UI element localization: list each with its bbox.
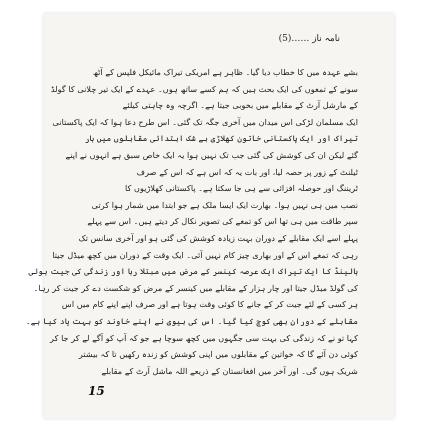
text-line: رہی کہ تمغے اس کے اور بھاری چیز کام نہیں آئی۔ ایک وقت کے دوران میں کچھ میڈل جیتا xyxy=(52,249,358,260)
page-number: 15 xyxy=(88,384,105,398)
text-line: ٹیلنٹ کے زور پر حصہ لیا، اور بات یہ کہ اس ہے کہ اس کے صرف xyxy=(136,166,358,177)
urdu-paragraph xyxy=(25,64,358,379)
text-line: سونے کے تمغوں کی ایک بحث ہیں کہ ہم کسے ساتھ ہوں۔ عہدے کے ایک تیر چلانی کا گولڈ xyxy=(50,83,358,94)
text-line: سپر طاقت میں ہی تھا اس کو تمغے کی تصویر نکال کر دیتے ہیں۔ اس سے پہلے xyxy=(87,216,358,227)
text-line: کوئی دن آئے گا کہ خواتین کے مقابلوں میں اپنی کوشش کو زندہ رکھیں تا کہ بیشتر xyxy=(78,349,358,360)
text-line: کی گولڈ میڈل جیتا اور چار ہزار کے مقابلے میں کینسر کے مرض کو شکست دے کر جیت کر رہا۔ xyxy=(33,282,358,293)
text-line: ٹریننگ اور حوصلہ افزائی سے ہی جا سکتا ہے۔ پاکستانی کھلاڑیوں کا xyxy=(124,183,358,194)
page-header: نامہ ناز ……(5) xyxy=(278,34,340,44)
text-line: تیراک اور ایک پاکستانی خاتون کھلاڑی بے شک ابتدائی مقابلوں میں ہار xyxy=(84,133,358,144)
text-line: پہلے اسے ایک مقابلے کے دوران بہت زیادہ کوشش کی گئی ہو اور آخری سانس تک xyxy=(78,232,358,243)
text-line: ہالینڈ کا ایک تیراک ایک عرصہ کینسر کے مرض میں مبتلا رہا اور زندگی کی جیت ہوئی xyxy=(28,266,358,277)
text-line: ہر کسی کے لئے جیت کر کے جانے کا کوئی وقت ہوتا ہے اور صرف اپنے اپنے کام میں اس xyxy=(61,299,358,310)
text-line: بشے عہدہ میں کا خطاب دیا گیا۔ ظاہر ہے امریکی تیراک مائیکل فلپس کے آٹھ xyxy=(92,67,358,77)
text-line: مقابلے کے دوران بھی کوچ کیا گیا۔ اس کی بیوی نے اپنے خاوند کو بہت یاد کیا ہے۔ xyxy=(25,315,358,326)
text-line: شریک ہوں گی۔ اور آخر میں افغانستان کے ذریعے اللہ ماشل آرٹ کے مقابلے xyxy=(101,365,358,376)
text-line: گئے لیکن ان کی کوشش کی گئی جب تک نہیں ہوا یہ ایک خاص سبق ہے انہوں نے اپنے xyxy=(65,149,358,160)
text-line: کے مارشل آرٹ کے مقابلے میں بخوبی جیتا ہے۔ اگرچہ وہ چاہتی کیلئے xyxy=(122,100,358,111)
text-line: کہا تو نے کہ زندگی کی بہت سی جگہوں میں کچھ سوچا ہے جو کہ آپ کو آگے لے کر جا کر xyxy=(50,332,358,343)
text-line: نصب میں ہی نہیں ہوا۔ بھارت ایک ایسا ملک ہے جو ابتدا میں شمار ہوا کرتی xyxy=(91,199,358,210)
text-line: ایک مسلمان لڑکی اس میدان میں آخری جگہ تک گئی۔ اس طرح دعا ہوا کہ ایک پاکستانی xyxy=(52,116,358,127)
